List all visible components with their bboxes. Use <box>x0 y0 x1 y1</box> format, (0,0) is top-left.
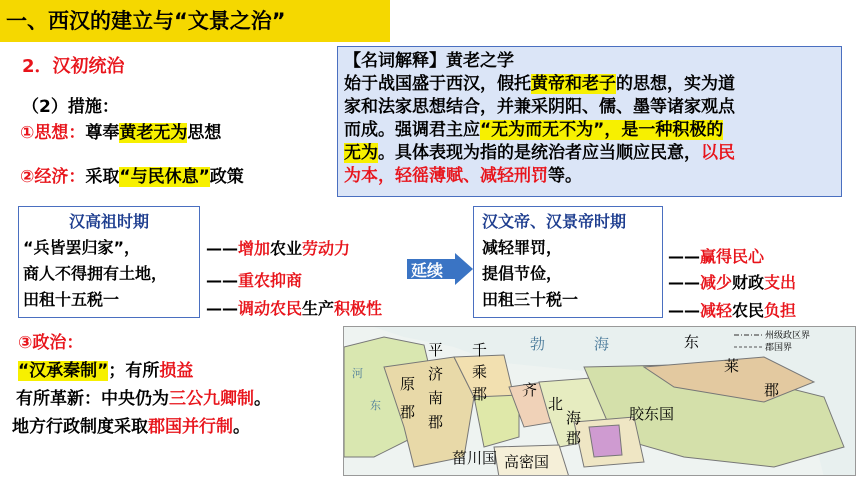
map-label: 郡 <box>400 403 416 421</box>
wenjing-title: 汉文帝、汉景帝时期 <box>482 212 627 231</box>
thought-highlight: 黄老无为 <box>119 123 188 143</box>
wenjing-line: 减轻罪罚， <box>482 238 563 257</box>
wenjing-effect-2: ——减少财政支出 <box>668 273 797 292</box>
gaozu-period-box <box>18 206 200 318</box>
map-label: 乘 <box>472 363 488 381</box>
map-label: 郡 <box>566 429 582 447</box>
wenjing-period-box <box>473 206 663 318</box>
gaozu-title: 汉高祖时期 <box>68 212 149 231</box>
map-label: 胶东国 <box>629 405 675 423</box>
legend-commandery-boundary: 郡国界 <box>765 343 793 353</box>
gaozu-effect-2: ——重农抑商 <box>206 271 303 290</box>
map-label: 平 <box>428 341 444 359</box>
map-label: 千 <box>472 341 488 359</box>
page-title: 一、西汉的建立与“文景之治” <box>0 0 390 42</box>
map-label: 郡 <box>472 385 488 403</box>
map-label: 海 <box>566 409 582 427</box>
politics-line-2: 有所革新：中央仍为三公九卿制。 <box>16 389 271 409</box>
map-label: 高密国 <box>504 453 550 471</box>
map-label: 菑川国 <box>452 449 498 467</box>
economy-pre: 采取 <box>85 167 120 187</box>
wenjing-effect-1: ——赢得民心 <box>668 247 765 266</box>
legend-state-boundary: 州级政区界 <box>765 331 811 341</box>
thought-pre: 尊奉 <box>85 123 120 143</box>
arrow-label: 延续 <box>411 261 444 280</box>
definition-line-5: 为本，轻徭薄赋、减轻刑罚等。 <box>344 166 582 186</box>
map-label: 郡 <box>428 413 444 431</box>
wenjing-effect-3: ——减轻农民负担 <box>668 301 797 320</box>
map-label: 郡 <box>764 381 780 399</box>
definition-head: 【名词解释】黄老之学 <box>344 51 514 71</box>
thought-line <box>20 118 221 143</box>
politics-label: ③政治： <box>18 333 84 353</box>
thought-post: 思想 <box>187 123 222 143</box>
definition-line-2: 家和法家思想结合，并兼采阴阳、儒、墨等诸家观点 <box>344 97 735 117</box>
map-label: 海 <box>594 335 610 353</box>
gaozu-effect-3: ——调动农民生产积极性 <box>206 299 383 318</box>
map-label: 勃 <box>530 335 546 353</box>
politics-line-1: “汉承秦制”；有所损益 <box>18 361 194 381</box>
economy-label: ②经济： <box>20 167 86 187</box>
economy-highlight: “与民休息” <box>119 167 210 187</box>
wenjing-line: 提倡节俭， <box>482 264 563 283</box>
map-label: 河 <box>352 367 363 380</box>
economy-line <box>20 162 244 187</box>
definition-line-4: 无为。具体表现为指的是统治者应当顺应民意，以民 <box>344 143 735 163</box>
gaozu-line: 田租十五税一 <box>23 290 120 309</box>
gaozu-line: “兵皆罢归家”， <box>23 238 141 257</box>
map-label: 南 <box>428 389 444 407</box>
wenjing-line: 田租三十税一 <box>482 290 579 309</box>
definition-line-3: 而成。强调君主应“无为而无不为”，是一种积极的 <box>344 120 724 140</box>
definition-line-1: 始于战国盛于西汉，假托黄帝和老子的思想，实为道 <box>344 74 735 94</box>
map-label: 东 <box>684 333 700 351</box>
map-label: 莱 <box>724 357 740 375</box>
map-label: 东 <box>370 399 381 412</box>
thought-label: ①思想： <box>20 123 86 143</box>
map-label: 原 <box>400 375 416 393</box>
politics-line-3: 地方行政制度采取郡国并行制。 <box>12 417 250 437</box>
gaozu-line: 商人不得拥有土地， <box>23 264 168 283</box>
map-label: 北 <box>548 395 564 413</box>
map-illustration <box>344 327 856 476</box>
map-label: 济 <box>428 365 444 383</box>
measures-heading: （2）措施： <box>22 97 119 117</box>
economy-post: 政策 <box>209 167 244 187</box>
han-map <box>343 326 856 476</box>
definition-box <box>337 46 842 197</box>
continuation-arrow <box>405 253 475 285</box>
section-heading: 2．汉初统治 <box>22 56 125 77</box>
gaozu-effect-1: ——增加农业劳动力 <box>206 239 351 258</box>
map-label: 齐 <box>522 381 538 399</box>
